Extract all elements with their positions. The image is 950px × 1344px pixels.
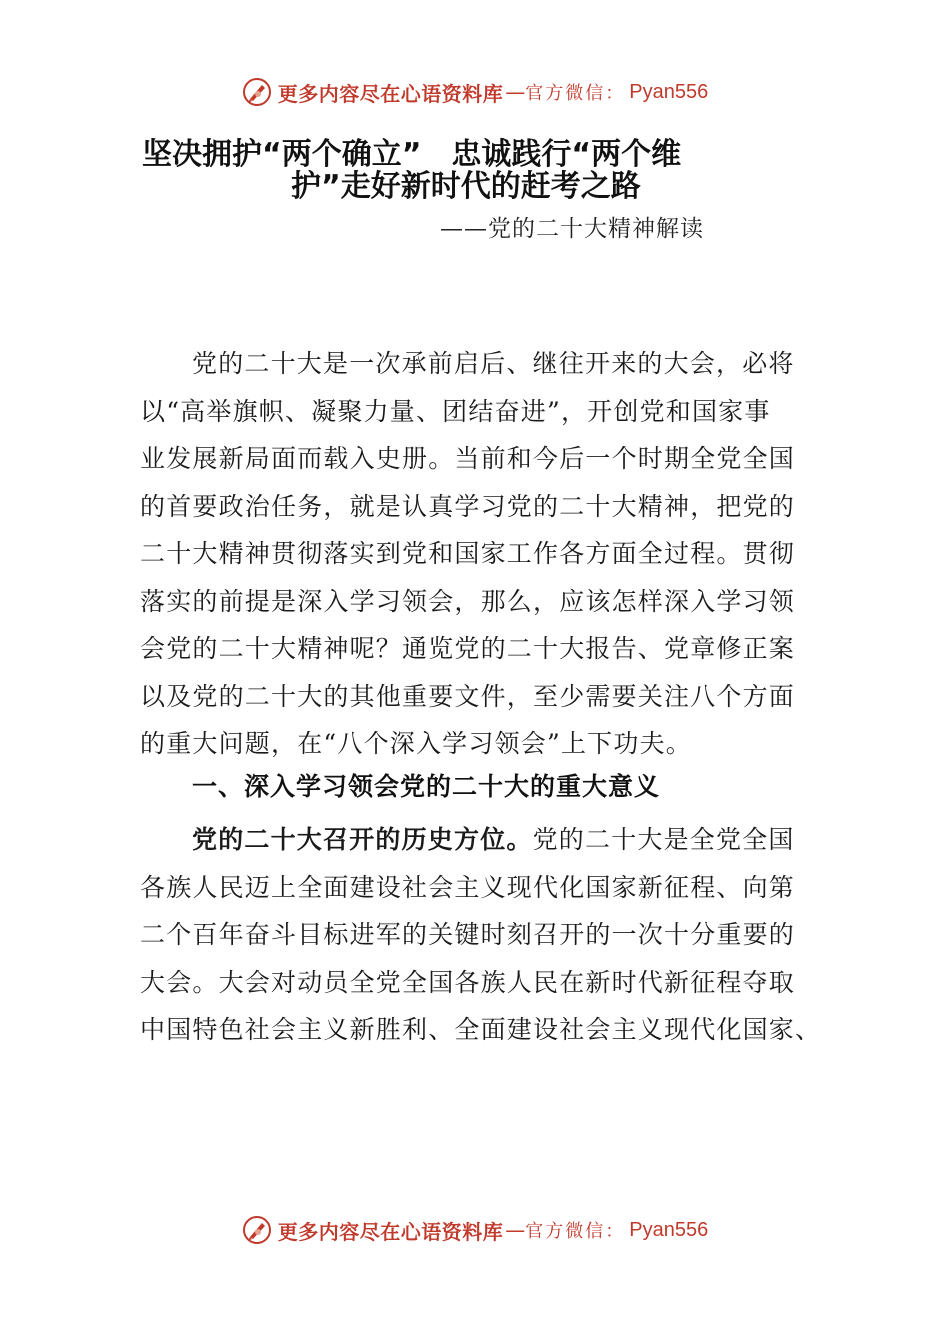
text-line: 落实的前提是深入学习领会，那么，应该怎样深入学习领: [140, 586, 796, 616]
watermark-dash: —: [505, 80, 524, 104]
text-line: 的重大问题，在“八个深入学习领会”上下功夫。: [140, 729, 692, 758]
text-line: 二个百年奋斗目标进军的关键时刻召开的一次十分重要的: [140, 920, 796, 949]
watermark-dash: —: [505, 1218, 524, 1242]
watermark-brand: 更多内容尽在心语资料库: [277, 81, 504, 106]
paragraph-lead-bold: 党的二十大召开的历史方位。: [192, 825, 533, 854]
text-line: 以及党的二十大的其他重要文件，至少需要关注八个方面: [140, 681, 796, 711]
text-line: 业发展新局面而载入史册。当前和今后一个时期全党全国: [140, 444, 796, 473]
watermark-label: 官方微信：: [525, 1221, 626, 1242]
text-line: 大会。大会对动员全党全国各族人民在新时代新征程夺取: [140, 967, 796, 997]
watermark-wechat-id: Pyan556: [629, 1218, 709, 1241]
document-subtitle: ——党的二十大精神解读: [440, 216, 704, 242]
text-line: 以“高举旗帜、凝聚力量、团结奋进”，开创党和国家事: [140, 396, 771, 426]
text-line: 的首要政治任务，就是认真学习党的二十大精神，把党的: [140, 491, 796, 521]
watermark-footer: [0, 1208, 950, 1252]
paragraph-lead-rest: 党的二十大是全党全国: [532, 825, 795, 854]
text-line: 会党的二十大精神呢？通览党的二十大报告、党章修正案: [140, 634, 796, 663]
document-title-line2: 护”走好新时代的赶考之路: [291, 169, 641, 204]
watermark-wechat-id: Pyan556: [629, 80, 709, 103]
watermark-label: 官方微信：: [525, 83, 626, 104]
pen-logo-icon: [242, 77, 272, 107]
text-line: 二十大精神贯彻落实到党和国家工作各方面全过程。贯彻: [140, 539, 796, 568]
watermark-header: [0, 70, 950, 114]
paragraph-intro: [140, 340, 830, 768]
paragraph-section-1: [140, 816, 830, 1054]
document-title-line1: 坚决拥护“两个确立” 忠诚践行“两个维: [142, 137, 682, 172]
text-line: 各族人民迈上全面建设社会主义现代化国家新征程、向第: [140, 872, 796, 902]
pen-logo-icon: [242, 1215, 272, 1245]
section-heading-1: 一、深入学习领会党的二十大的重大意义: [192, 772, 661, 801]
watermark-brand: 更多内容尽在心语资料库: [277, 1219, 504, 1244]
text-line-first: [140, 816, 830, 864]
text-line: 中国特色社会主义新胜利、全面建设社会主义现代化国家、: [140, 1015, 822, 1044]
text-line: 党的二十大是一次承前启后、继往开来的大会，必将: [192, 349, 795, 378]
